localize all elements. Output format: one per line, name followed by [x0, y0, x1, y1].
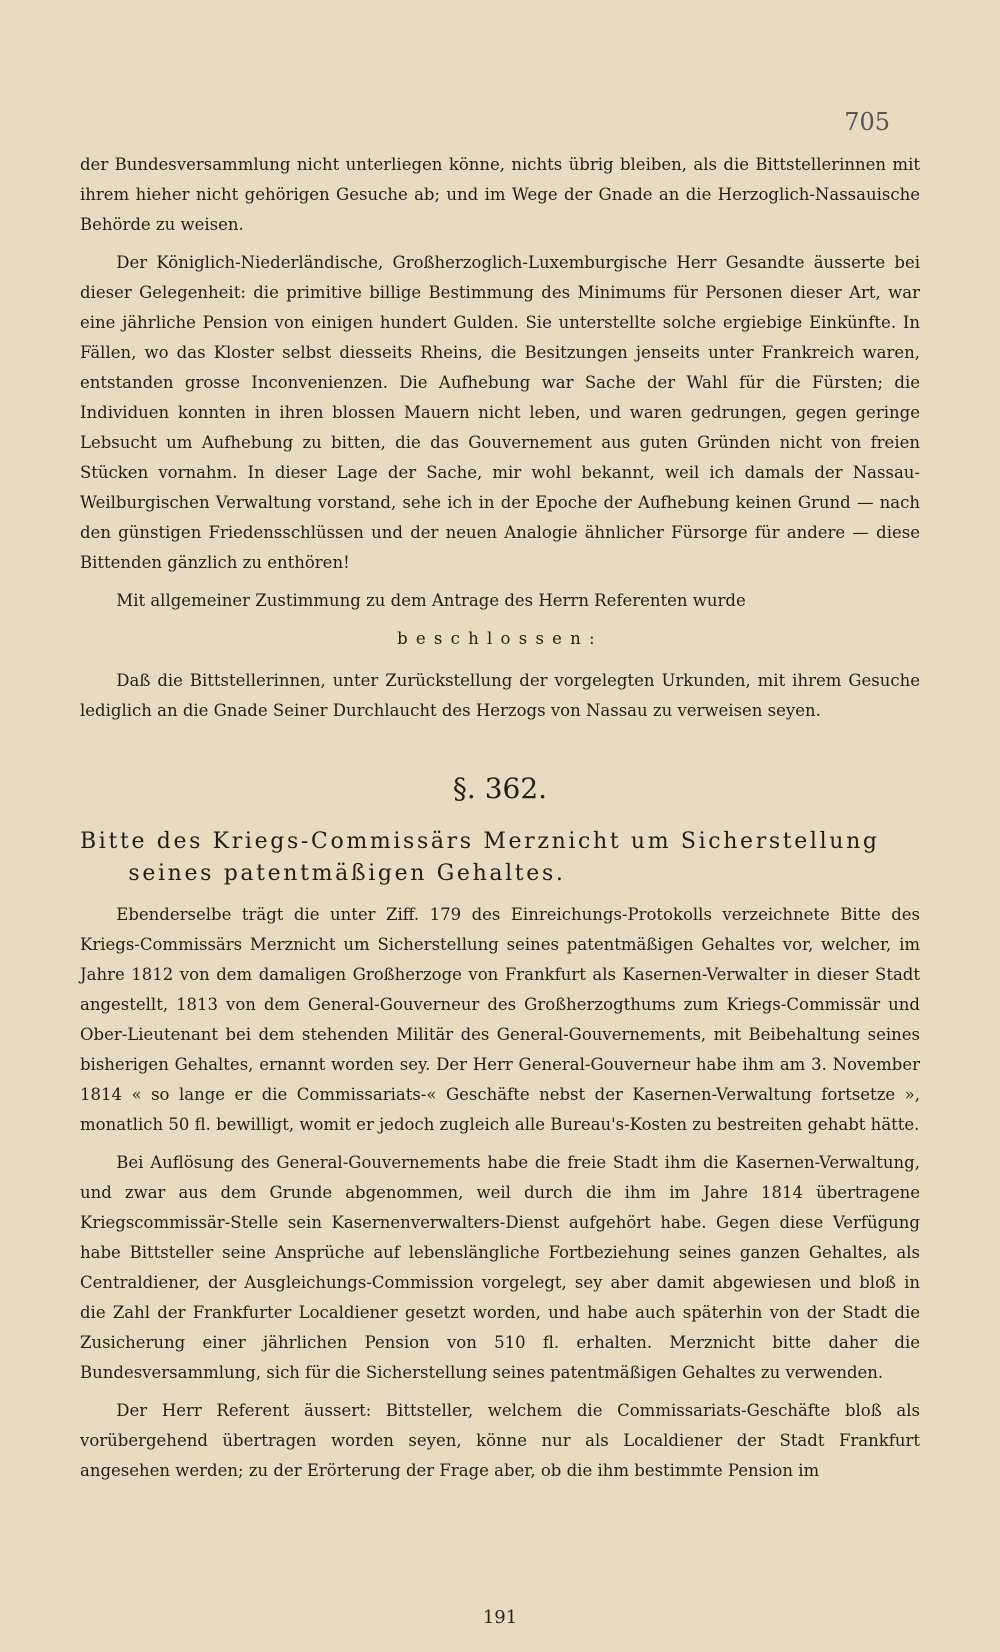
paragraph: Der Herr Referent äussert: Bittsteller, welchem die Commissariats-Geschäfte bloß als vorübergehend übertragen worden seyen, könne nur als Localdiener der Stadt Frankfurt angesehen werden; zu der Erörterung der Frage aber, ob die ihm bestimmte Pension im — [80, 1401, 920, 1480]
section-title: Bitte des Kriegs-Commissärs Merznicht um Sicherstellung seines patentmäßigen Gehaltes. — [80, 829, 880, 886]
page-number: 705 — [844, 108, 890, 136]
section-number: §. 362. — [452, 772, 548, 805]
paragraph: Der Königlich-Niederländische, Großherzoglich-Luxemburgische Herr Gesandte äusserte bei dieser Gelegenheit: die primitive billige Bestimmung des Minimums für Personen dieser Art, war eine jährliche Pension von einigen hundert Gulden. Sie unterstellte solche ergiebige Einkünfte. In Fällen, wo das Kloster selbst diesseits Rheins, die Besitzungen jenseits unter Frankreich waren, entstanden grosse Inconvenienzen. Die Aufhebung war Sache der Wahl für die Fürsten; die Individuen konnten in ihren blossen Mauern nicht leben, und waren gedrungen, gegen geringe Lebsucht um Aufhebung zu bitten, die das Gouvernement aus guten Gründen nicht von freien Stücken vornahm. In dieser Lage der Sache, mir wohl bekannt, weil ich damals der Nassau-Weilburgischen Verwaltung vorstand, sehe ich in der Epoche der Aufhebung keinen Grund — nach den günstigen Friedensschlüssen und der neuen Analogie ähnlicher Fürsorge für andere — diese Bittenden gänzlich zu enthören! — [80, 253, 920, 572]
resolution-heading: beschlossen: — [397, 629, 603, 648]
paragraph: der Bundesversammlung nicht unterliegen könne, nichts übrig bleiben, als die Bittstellerinnen mit ihrem hieher nicht gehörigen Gesuche ab; und im Wege der Gnade an die Herzoglich-Nassauische Behörde zu weisen. — [80, 155, 920, 234]
resolution-text: Daß die Bittstellerinnen, unter Zurückstellung der vorgelegten Urkunden, mit ihrem Gesuche lediglich an die Gnade Seiner Durchlaucht des Herzogs von Nassau zu verweisen seyen. — [80, 671, 920, 720]
signature-number: 191 — [482, 1607, 518, 1628]
paragraph: Mit allgemeiner Zustimmung zu dem Antrage des Herrn Referenten wurde — [116, 591, 746, 610]
body-text — [80, 150, 920, 1494]
paragraph: Bei Auflösung des General-Gouvernements habe die freie Stadt ihm die Kasernen-Verwaltung, und zwar aus dem Grunde abgenommen, weil durch die ihm im Jahre 1814 übertragene Kriegscommissär-Stelle sein Kasernenverwalters-Dienst aufgehört habe. Gegen diese Verfügung habe Bittsteller seine Ansprüche auf lebenslängliche Fortbeziehung seines ganzen Gehaltes, als Centraldiener, der Ausgleichungs-Commission vorgelegt, sey aber damit abgewiesen und bloß in die Zahl der Frankfurter Localdiener gesetzt worden, und habe auch späterhin von der Stadt die Zusicherung einer jährlichen Pension von 510 fl. erhalten. Merznicht bitte daher die Bundesversammlung, sich für die Sicherstellung seines patentmäßigen Gehaltes zu verwenden. — [80, 1153, 920, 1382]
paragraph: Ebenderselbe trägt die unter Ziff. 179 des Einreichungs-Protokolls verzeichnete Bitte des Kriegs-Commissärs Merznicht um Sicherstellung seines patentmäßigen Gehaltes vor, welcher, im Jahre 1812 von dem damaligen Großherzoge von Frankfurt als Kasernen-Verwalter in dieser Stadt angestellt, 1813 von dem General-Gouverneur des Großherzogthums zum Kriegs-Commissär und Ober-Lieutenant bei dem stehenden Militär des General-Gouvernements, mit Beibehaltung seines bisherigen Gehaltes, ernannt worden sey. Der Herr General-Gouverneur habe ihm am 3. November 1814 « so lange er die Commissariats-« Geschäfte nebst der Kasernen-Verwaltung fortsetze », monatlich 50 fl. bewilligt, womit er jedoch zugleich alle Bureau's-Kosten zu bestreiten gehabt hätte. — [80, 905, 920, 1134]
